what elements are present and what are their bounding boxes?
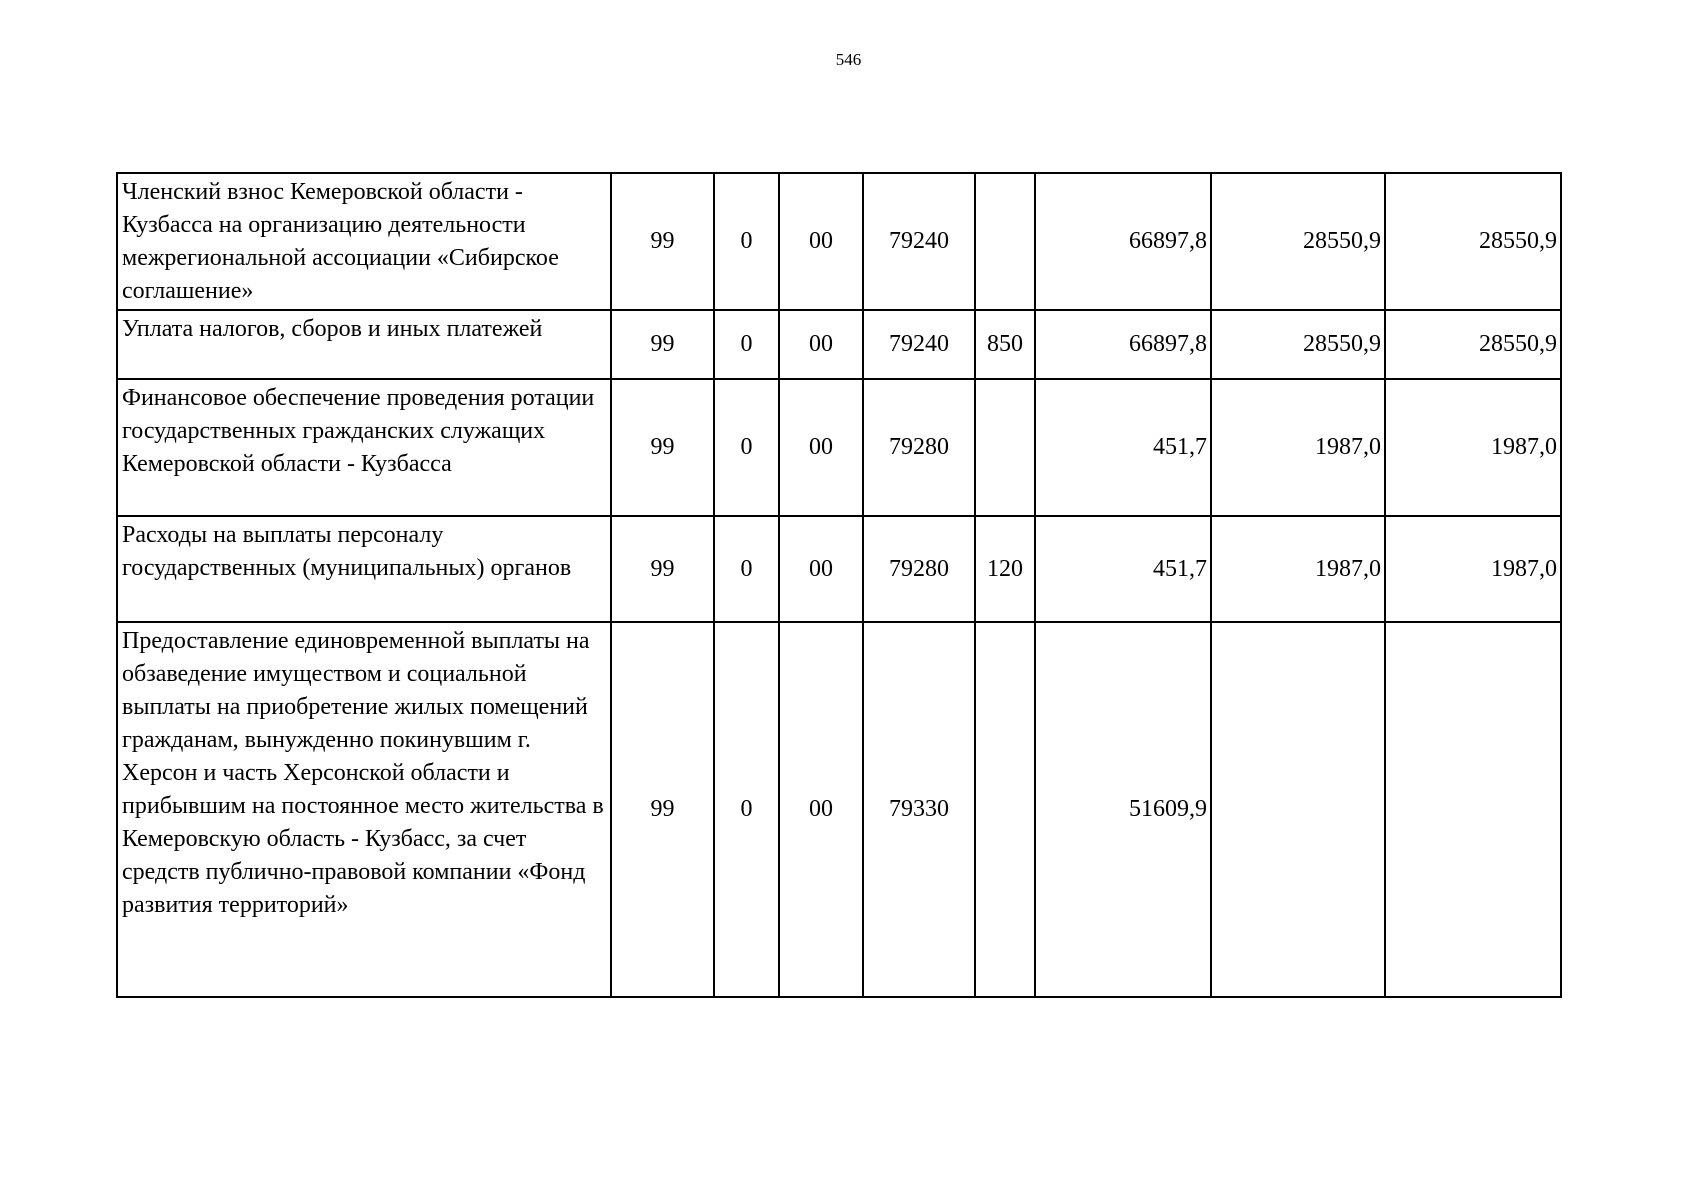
direction-code-cell: 79240 [863,310,975,379]
subprogram-code-cell: 0 [714,516,779,622]
subprogram-code-cell: 0 [714,622,779,997]
row-name-cell: Уплата налогов, сборов и иных платежей [117,310,611,379]
table-row [117,516,1561,622]
table-row [117,379,1561,516]
row-name-cell: Членский взнос Кемеровской области - Кузбасса на организацию деятельности межрегиональной ассоциации «Сибирское соглашение» [117,173,611,310]
amount-year1-cell: 66897,8 [1035,173,1211,310]
subprogram-code-cell: 0 [714,379,779,516]
direction-code-cell: 79280 [863,516,975,622]
direction-code-cell: 79330 [863,622,975,997]
direction-code-cell: 79280 [863,379,975,516]
amount-year2-cell: 1987,0 [1211,379,1385,516]
amount-year2-cell: 1987,0 [1211,516,1385,622]
subprogram-code-cell: 0 [714,173,779,310]
activity-code-cell: 00 [779,310,863,379]
page-number: 546 [835,50,862,69]
subprogram-code-cell: 0 [714,310,779,379]
expense-type-cell [975,379,1035,516]
program-code-cell: 99 [611,622,714,997]
row-name-cell: Предоставление единовременной выплаты на обзаведение имуществом и социальной выплаты на приобретение жилых помещений гражданам, вынужденно покинувшим г. Херсон и часть Херсонской области и прибывшим на постоянное место жительства в Кемеровскую область - Кузбасс, за счет средств публично-правовой компании «Фонд развития территорий» [117,622,611,997]
program-code-cell: 99 [611,516,714,622]
expense-type-cell: 850 [975,310,1035,379]
activity-code-cell: 00 [779,622,863,997]
amount-year3-cell: 1987,0 [1385,379,1561,516]
amount-year1-cell: 451,7 [1035,379,1211,516]
amount-year3-cell: 28550,9 [1385,310,1561,379]
expense-type-cell [975,173,1035,310]
amount-year1-cell: 66897,8 [1035,310,1211,379]
amount-year2-cell: 28550,9 [1211,173,1385,310]
table-row [117,173,1561,310]
activity-code-cell: 00 [779,173,863,310]
amount-year1-cell: 451,7 [1035,516,1211,622]
activity-code-cell: 00 [779,516,863,622]
expense-type-cell [975,622,1035,997]
program-code-cell: 99 [611,379,714,516]
program-code-cell: 99 [611,173,714,310]
amount-year3-cell: 28550,9 [1385,173,1561,310]
table-row [117,622,1561,997]
budget-table [116,172,1562,998]
amount-year2-cell: 28550,9 [1211,310,1385,379]
expense-type-cell: 120 [975,516,1035,622]
table-row [117,310,1561,379]
amount-year1-cell: 51609,9 [1035,622,1211,997]
activity-code-cell: 00 [779,379,863,516]
row-name-cell: Расходы на выплаты персоналу государственных (муниципальных) органов [117,516,611,622]
row-name-cell: Финансовое обеспечение проведения ротации государственных гражданских служащих Кемеровской области - Кузбасса [117,379,611,516]
program-code-cell: 99 [611,310,714,379]
amount-year3-cell: 1987,0 [1385,516,1561,622]
amount-year2-cell [1211,622,1385,997]
direction-code-cell: 79240 [863,173,975,310]
amount-year3-cell [1385,622,1561,997]
